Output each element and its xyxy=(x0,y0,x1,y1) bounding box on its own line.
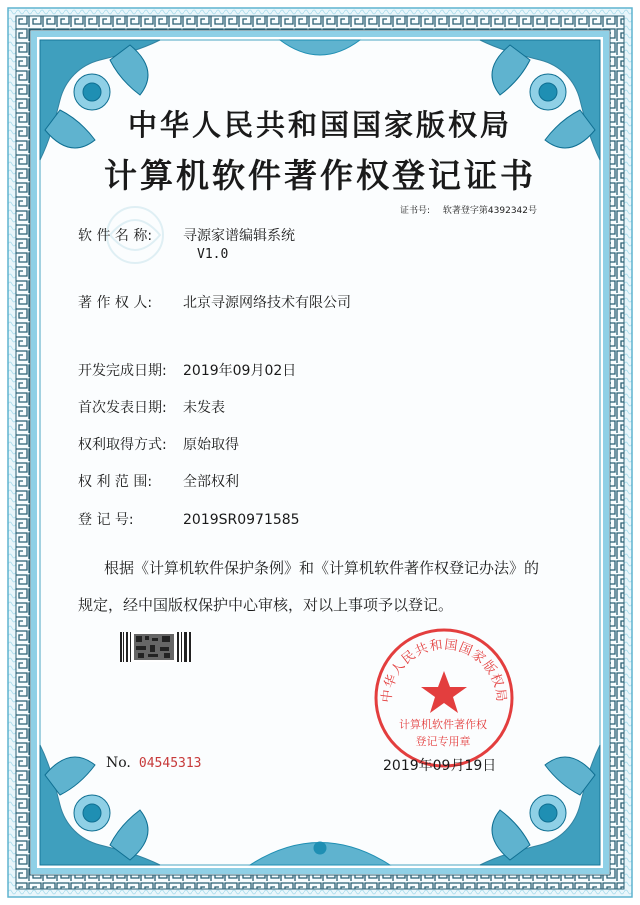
statement-line-1: 根据《计算机软件保护条例》和《计算机软件著作权登记办法》的 xyxy=(104,559,540,577)
field-value: 2019年09月02日 xyxy=(183,363,297,379)
certificate-number-value: 软著登字第4392342号 xyxy=(442,206,538,216)
software-version: V1.0 xyxy=(197,247,229,262)
field-rights-scope xyxy=(78,471,239,491)
qr-barcode xyxy=(120,632,192,662)
field-acquisition-method xyxy=(78,434,239,454)
field-first-publication-date xyxy=(78,397,225,417)
certificate-number xyxy=(400,203,537,216)
serial-label: No. xyxy=(106,755,131,771)
field-label: 开发完成日期: xyxy=(78,363,167,379)
field-label: 著 作 权 人: xyxy=(78,295,153,311)
field-value: 未发表 xyxy=(183,400,225,416)
field-software-name xyxy=(78,225,295,245)
certificate-number-label: 证书号: xyxy=(400,206,431,216)
field-label: 软 件 名 称: xyxy=(78,228,153,244)
serial-value: 04545313 xyxy=(138,756,202,771)
field-value: 全部权利 xyxy=(183,474,239,490)
field-label: 首次发表日期: xyxy=(78,400,167,416)
field-development-date xyxy=(78,360,296,380)
field-registration-number xyxy=(78,509,300,529)
field-value: 北京寻源网络技术有限公司 xyxy=(183,295,351,311)
field-label: 权 利 范 围: xyxy=(78,474,153,490)
serial-number xyxy=(106,755,202,771)
field-label: 权利取得方式: xyxy=(78,437,167,453)
statement-line-2: 规定，经中国版权保护中心审核，对以上事项予以登记。 xyxy=(78,596,454,614)
field-value: 寻源家谱编辑系统 xyxy=(183,228,295,244)
field-value: 2019SR0971585 xyxy=(183,512,300,528)
seal-inner-line-1: 计算机软件著作权 xyxy=(399,718,487,731)
issuer-heading: 中华人民共和国国家版权局 xyxy=(127,108,512,142)
field-value: 原始取得 xyxy=(183,437,239,453)
field-copyright-owner xyxy=(78,292,351,312)
issue-date: 2019年09月19日 xyxy=(383,758,497,774)
field-label: 登 记 号: xyxy=(78,512,134,528)
seal-star-icon xyxy=(421,671,467,713)
seal-outer-text: 中华人民共和国国家版权局 xyxy=(379,637,509,704)
seal-inner-line-2: 登记专用章 xyxy=(415,735,471,748)
certificate-title: 计算机软件著作权登记证书 xyxy=(104,156,536,195)
